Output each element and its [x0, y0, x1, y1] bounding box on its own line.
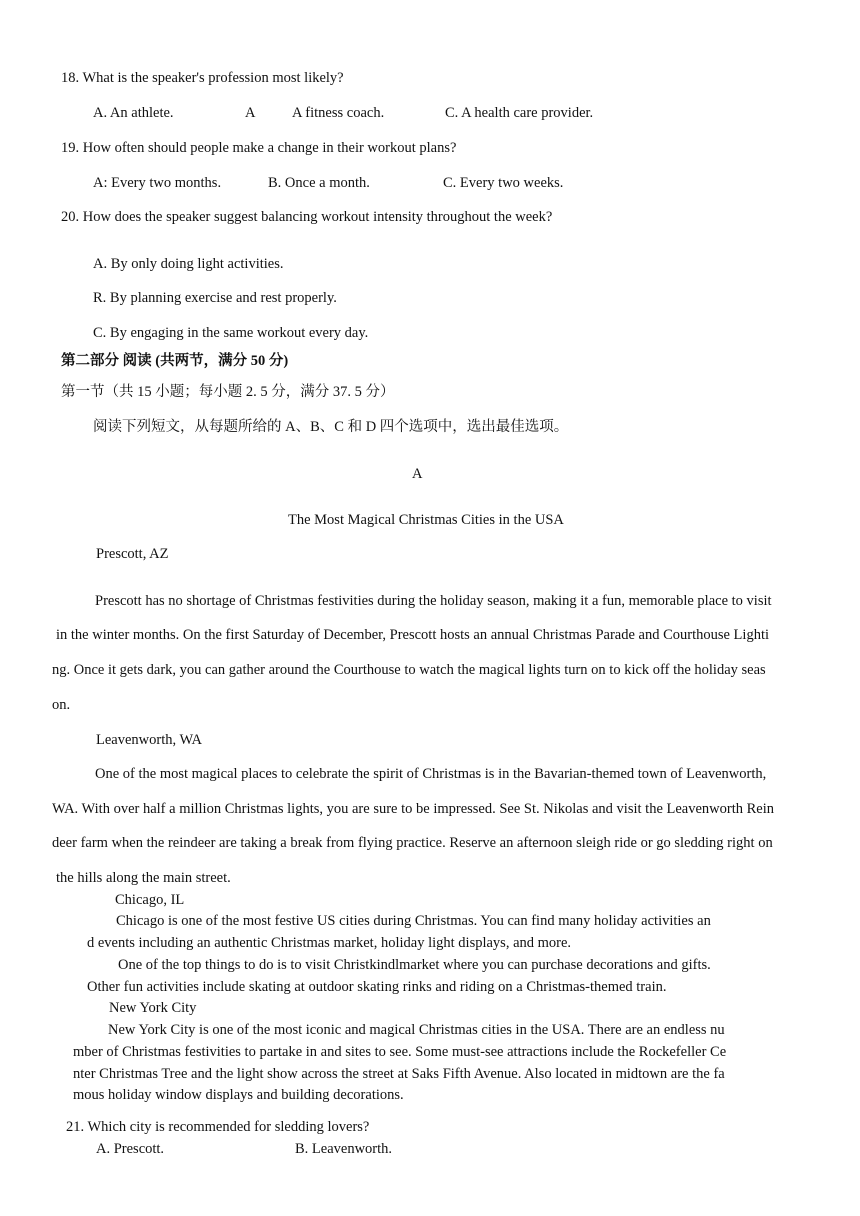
- prescott-heading: Prescott, AZ: [96, 546, 169, 562]
- reading-instructions: 阅读下列短文，从每题所给的 A、B、C 和 D 四个选项中，选出最佳选项。: [93, 419, 569, 435]
- chicago-heading: Chicago, IL: [115, 892, 185, 908]
- question-20-option-b: R. By planning exercise and rest properly.: [93, 290, 337, 306]
- leavenworth-line: the hills along the main street.: [56, 870, 231, 886]
- question-21-stem: 21. Which city is recommended for sledding lovers?: [66, 1119, 370, 1135]
- new-york-heading: New York City: [109, 1000, 197, 1016]
- leavenworth-line: WA. With over half a million Christmas lights, you are sure to be impressed. See St. Nikolas and visit the Leavenworth Rein: [52, 801, 775, 817]
- question-19-option-b: B. Once a month.: [268, 175, 370, 191]
- part-two-title: 第二部分 阅读 (共两节，满分 50 分): [61, 353, 289, 369]
- new-york-line: mber of Christmas festivities to partake in and sites to see. Some must-see attractions include the Rockefeller Ce: [73, 1044, 727, 1060]
- question-19-option-c: C. Every two weeks.: [443, 175, 564, 191]
- question-20-option-c: C. By engaging in the same workout every day.: [93, 325, 369, 341]
- leavenworth-line: deer farm when the reindeer are taking a break from flying practice. Reserve an afternoon sleigh ride or go sledding right on: [52, 835, 773, 851]
- prescott-line: in the winter months. On the first Saturday of December, Prescott hosts an annual Christmas Parade and Courthouse Lighti: [56, 627, 769, 643]
- new-york-line: New York City is one of the most iconic and magical Christmas cities in the USA. There are an endless nu: [108, 1022, 725, 1038]
- new-york-line: nter Christmas Tree and the light show across the street at Saks Fifth Avenue. Also located in midtown are the fa: [73, 1066, 725, 1082]
- prescott-line: on.: [52, 697, 71, 713]
- question-18-option-a: A. An athlete.: [93, 105, 174, 121]
- question-18-option-c: C. A health care provider.: [445, 105, 594, 121]
- question-20-stem: 20. How does the speaker suggest balancing workout intensity throughout the week?: [61, 209, 553, 225]
- question-20-option-a: A. By only doing light activities.: [93, 256, 284, 272]
- prescott-line: ng. Once it gets dark, you can gather around the Courthouse to watch the magical lights turn on to kick off the holiday seas: [52, 662, 766, 678]
- prescott-line: Prescott has no shortage of Christmas festivities during the holiday season, making it a fun, memorable place to visit: [95, 593, 772, 609]
- question-18-option-b-text: A fitness coach.: [292, 105, 385, 121]
- question-19-option-a: A: Every two months.: [93, 175, 222, 191]
- chicago-line: One of the top things to do is to visit Christkindlmarket where you can purchase decorations and gifts.: [118, 957, 711, 973]
- chicago-line: d events including an authentic Christmas market, holiday light displays, and more.: [87, 935, 572, 951]
- question-21-option-a: A. Prescott.: [96, 1141, 165, 1157]
- section-one-title: 第一节（共 15 小题；每小题 2. 5 分，满分 37. 5 分）: [61, 384, 395, 400]
- leavenworth-heading: Leavenworth, WA: [96, 732, 203, 748]
- passage-letter: A: [412, 466, 423, 482]
- question-18-stem: 18. What is the speaker's profession most likely?: [61, 70, 344, 86]
- leavenworth-line: One of the most magical places to celebrate the spirit of Christmas is in the Bavarian-themed town of Leavenworth,: [95, 766, 767, 782]
- question-18-option-b-letter: A: [245, 105, 256, 121]
- passage-title: The Most Magical Christmas Cities in the USA: [288, 512, 564, 528]
- chicago-line: Chicago is one of the most festive US cities during Christmas. You can find many holiday activities an: [116, 913, 711, 929]
- question-19-stem: 19. How often should people make a change in their workout plans?: [61, 140, 457, 156]
- chicago-line: Other fun activities include skating at outdoor skating rinks and riding on a Christmas-themed train.: [87, 979, 667, 995]
- new-york-line: mous holiday window displays and building decorations.: [73, 1087, 404, 1103]
- question-21-option-b: B. Leavenworth.: [295, 1141, 393, 1157]
